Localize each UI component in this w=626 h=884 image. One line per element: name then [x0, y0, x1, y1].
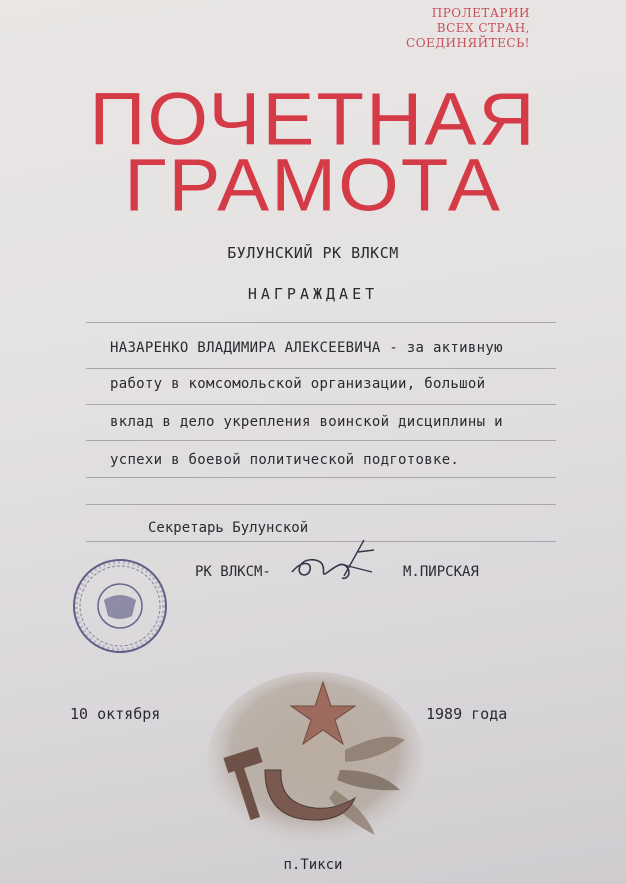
star-hammer-sickle-emblem-icon [205, 670, 425, 854]
official-stamp-icon [70, 556, 170, 660]
motto-line-3: СОЕДИНЯЙТЕСЬ! [406, 36, 530, 50]
ruled-line [86, 322, 556, 323]
signatory-title: Секретарь Булунской [148, 520, 309, 536]
ruled-line [86, 477, 556, 478]
issuing-organization: БУЛУНСКИЙ РК ВЛКСМ [227, 244, 399, 262]
motto-line-1: ПРОЛЕТАРИИ [431, 6, 530, 20]
body-line-1: НАЗАРЕНКО ВЛАДИМИРА АЛЕКСЕЕВИЧА - за активную [110, 340, 503, 356]
ruled-line [86, 368, 556, 369]
place-of-issue: п.Тикси [283, 857, 343, 873]
ruled-line [86, 440, 556, 441]
title-line-1: ПОЧЕТНАЯ [89, 77, 537, 161]
ruled-line [86, 404, 556, 405]
motto-line-2: ВСЕХ СТРАН, [436, 21, 530, 35]
awards-heading: НАГРАЖДАЕТ [247, 285, 379, 303]
title-line-2: ГРАМОТА [124, 143, 502, 227]
signatory-name: М.ПИРСКАЯ [403, 564, 479, 580]
ruled-line [86, 504, 556, 505]
issue-date-day-month: 10 октября [70, 705, 161, 723]
issue-date-year: 1989 года [426, 705, 508, 723]
signature-icon [282, 532, 382, 596]
body-line-4: успехи в боевой политической подготовке. [110, 452, 460, 468]
body-line-3: вклад в дело укрепления воинской дисциплины и [110, 414, 503, 430]
body-line-2: работу в комсомольской организации, большой [110, 376, 486, 392]
signatory-org: РК ВЛКСМ- [195, 564, 271, 580]
motto [360, 6, 530, 51]
